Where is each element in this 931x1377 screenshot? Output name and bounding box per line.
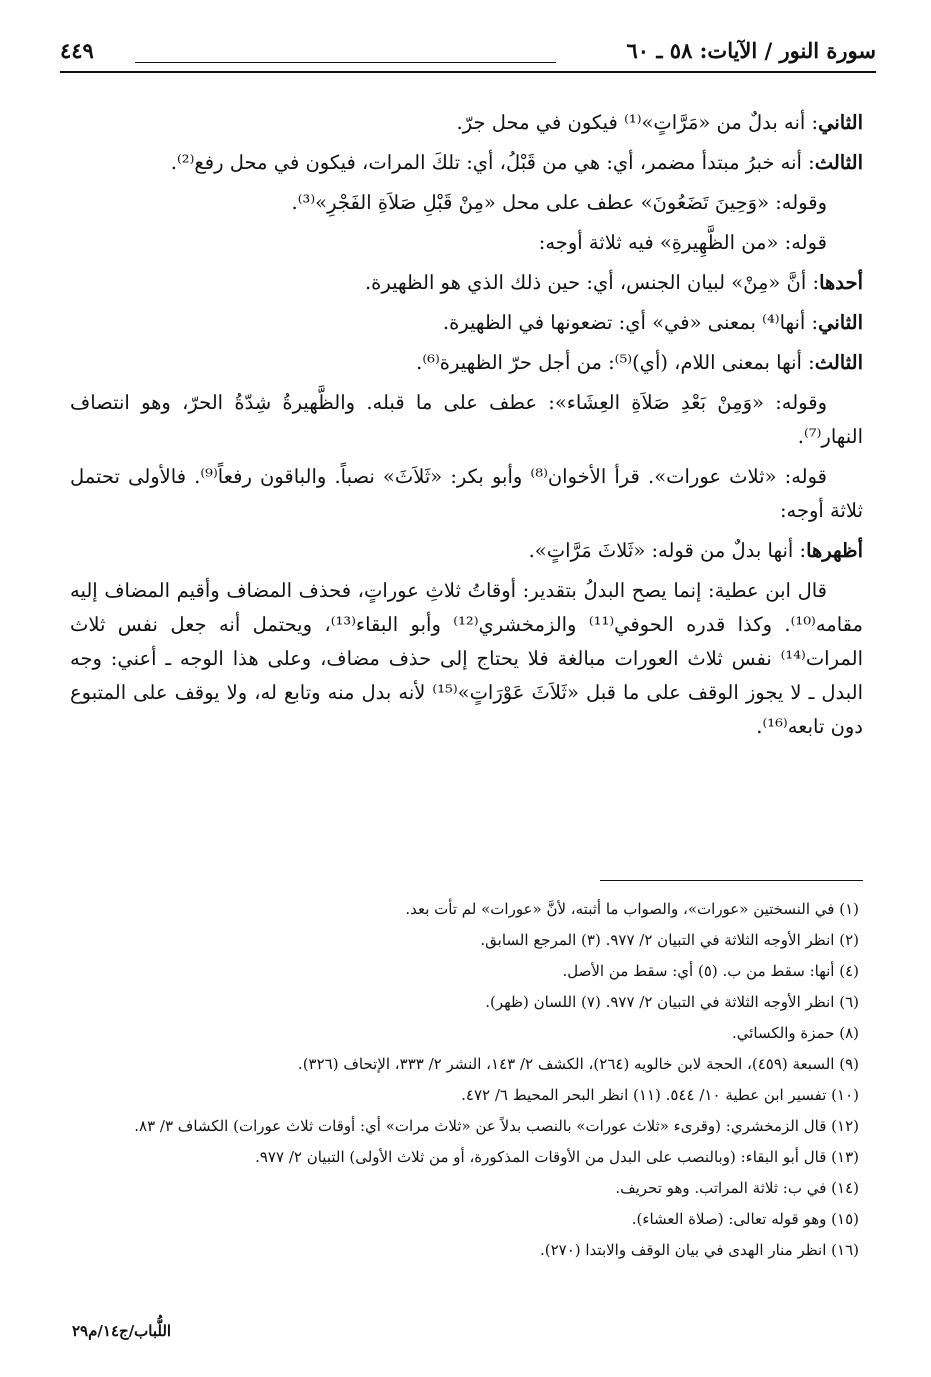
footnote: (١٣) قال أبو البقاء: (وبالنصب على البدل من الأوقات المذكورة، أو من ثلاث الأولى) التبيان ٢/ ٩٧٧.	[255, 1148, 859, 1166]
footnote-rule	[600, 880, 863, 881]
paragraph	[70, 146, 863, 180]
paragraph-text: : أنها بمعنى اللام، (أي)⁽⁵⁾: من أجل حرّ الظهيرة⁽⁶⁾.	[416, 351, 815, 374]
paragraph-lead: أظهرها	[806, 539, 863, 562]
paragraph	[70, 266, 863, 300]
paragraph-text: قوله: «ثلاث عورات». قرأ الأخوان⁽⁸⁾ وأبو بكر: «ثَلاَثَ» نصباً. والباقون رفعاً⁽⁹⁾. فالأولى تحتمل ثلاثة أوجه:	[70, 465, 863, 522]
paragraph-text: قال ابن عطية: إنما يصح البدلُ بتقدير: أوقاتُ ثلاثِ عوراتٍ، فحذف المضاف وأقيم المضاف إليه مقامه⁽¹⁰⁾. وكذا قدره الحوفي⁽¹¹⁾ والزمخشري⁽¹²⁾ وأبو البقاء⁽¹³⁾، ويحتمل أنه جعل نفس ثلاث المرات⁽¹⁴⁾ نفس ثلاث العورات مبالغة فلا يحتاج إلى حذف مضاف، وعلى هذا الوجه ـ أعني: وجه البدل ـ لا يجوز الوقف على ما قبل «ثَلاَثَ عَوْرَاتٍ»⁽¹⁵⁾ لأنه بدل منه وتابع له، ولا يوقف على المتبوع دون تابعه⁽¹⁶⁾.	[70, 579, 863, 738]
paragraph	[70, 574, 863, 744]
footnote: (١) في النسختين «عورات»، والصواب ما أثبته، لأنَّ «عورات» لم تأت بعد.	[405, 900, 859, 918]
paragraph	[70, 186, 863, 220]
footnote: (٢) انظر الأوجه الثلاثة في التبيان ٢/ ٩٧٧. (٣) المرجع السابق.	[480, 931, 859, 949]
footnote: (٦) انظر الأوجه الثلاثة في التبيان ٢/ ٩٧٧. (٧) اللسان (ظهر).	[485, 993, 859, 1011]
paragraph	[70, 346, 863, 380]
paragraph-text: وقوله: «وَمِنْ بَعْدِ صَلاَةِ العِشَاء»: عطف على ما قبله. والظَّهيرةُ شِدّةُ الحرّ، وهو انتصاف النهار⁽⁷⁾.	[70, 391, 863, 448]
main-text	[70, 106, 863, 744]
running-header	[60, 38, 876, 74]
paragraph-lead: الثاني	[818, 311, 863, 334]
footnote: (٤) أنها: سقط من ب. (٥) أي: سقط من الأصل.	[562, 962, 859, 980]
paragraph-text: : أنها بدلٌ من قوله: «ثَلاثَ مَرَّاتٍ».	[528, 539, 807, 562]
paragraph	[70, 460, 863, 528]
paragraph-text: : أنَّ «مِنْ» لبيان الجنس، أي: حين ذلك الذي هو الظهيرة.	[364, 271, 820, 294]
footnote: (١٦) انظر منار الهدى في بيان الوقف والابتدا (٢٧٠).	[539, 1241, 859, 1259]
paragraph-text: قوله: «من الظَّهِيرةِ» فيه ثلاثة أوجه:	[538, 231, 827, 254]
footnotes	[70, 894, 859, 1266]
paragraph	[70, 534, 863, 568]
paragraph-text: : أنه خبرُ مبتدأ مضمر، أي: هي من قَبْلُ، أي: تلكَ المرات، فيكون في محل رفع⁽²⁾.	[170, 151, 815, 174]
signature-mark: اللُّباب/ج١٤/م٢٩	[72, 1322, 172, 1340]
header-rule	[60, 71, 876, 73]
footnote: (٨) حمزة والكسائي.	[731, 1024, 859, 1042]
paragraph-lead: الثاني	[818, 111, 863, 134]
header-dash-rule	[135, 62, 556, 63]
footnote: (١٥) وهو قوله تعالى: (صلاة العشاء).	[631, 1210, 859, 1228]
chapter-title: سورة النور / الآيات: ٥٨ ـ ٦٠	[626, 38, 876, 63]
page-number: ٤٤٩	[60, 38, 94, 63]
paragraph-text: : أنها⁽⁴⁾ بمعنى «في» أي: تضعونها في الظهيرة.	[442, 311, 819, 334]
paragraph-text: وقوله: «وَحِينَ تَضَعُونَ» عطف على محل «مِنْ قَبْلِ صَلاَةِ الفَجْرِ»⁽³⁾.	[291, 191, 827, 214]
footnote: (١٤) في ب: ثلاثة المراتب. وهو تحريف.	[615, 1179, 859, 1197]
paragraph	[70, 306, 863, 340]
footnote: (١٢) قال الزمخشري: (وقرىء «ثلاث عورات» بالنصب بدلاً عن «ثلاث مرات» أي: أوقات ثلاث عورات) الكشاف ٣/ ٨٣.	[134, 1117, 859, 1135]
footnote: (٩) السبعة (٤٥٩)، الحجة لابن خالويه (٢٦٤)، الكشف ٢/ ١٤٣، النشر ٢/ ٣٣٣، الإتحاف (٣٢٦).	[297, 1055, 859, 1073]
paragraph	[70, 106, 863, 140]
paragraph-lead: الثالث	[814, 151, 863, 174]
paragraph	[70, 226, 863, 260]
paragraph-lead: أحدها	[819, 271, 863, 294]
paragraph-text: : أنه بدلٌ من «مَرَّاتٍ»⁽¹⁾ فيكون في محل جرّ.	[456, 111, 819, 134]
footnote: (١٠) تفسير ابن عطية ١٠/ ٥٤٤. (١١) انظر البحر المحيط ٦/ ٤٧٢.	[461, 1086, 859, 1104]
paragraph	[70, 386, 863, 454]
paragraph-lead: الثالث	[814, 351, 863, 374]
